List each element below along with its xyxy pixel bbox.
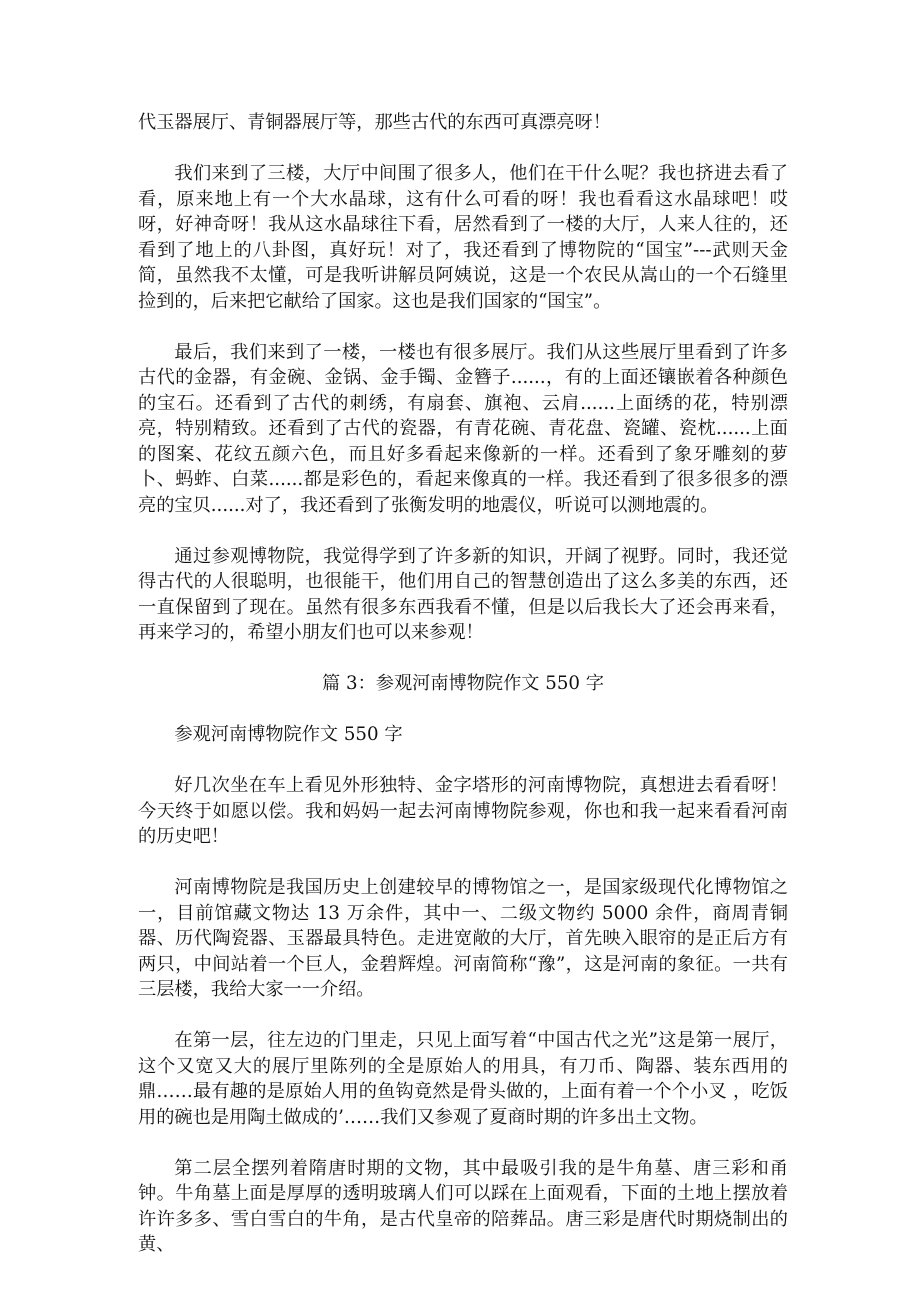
paragraph-third-floor: 我们来到了三楼，大厅中间围了很多人，他们在干什么呢？我也挤进去看了看，原来地上有一个大水晶球，这有什么可看的呀！我也看看这水晶球吧！哎呀，好神奇呀！我从这水晶球往下看，居然看到了一楼的大厅，人来人往的，还看到了地上的八卦图，真好玩！对了，我还看到了博物院的“国宝”---武则天金简，虽然我不太懂，可是我听讲解员阿姨说，这是一个农民从嵩山的一个石缝里捡到的，后来把它献给了国家。这也是我们国家的“国宝”。: [138, 163, 788, 312]
paragraph-conclusion: 通过参观博物院，我觉得学到了许多新的知识，开阔了视野。同时，我还觉得古代的人很聪明，也很能干，他们用自己的智慧创造出了这么多美的东西，还一直保留到了现在。虽然有很多东西我看不懂，但是以后我长大了还会再来看，再来学习的，希望小朋友们也可以来参观！: [138, 545, 788, 643]
paragraph-continued: 代玉器展厅、青铜器展厅等，那些古代的东西可真漂亮呀！: [138, 112, 611, 133]
paragraph-intro: 好几次坐在车上看见外形独特、金字塔形的河南博物院，真想进去看看呀！今天终于如愿以偿。我和妈妈一起去河南博物院参观，你也和我一起来看看河南的历史吧！: [138, 775, 788, 847]
paragraph-first-floor: 最后，我们来到了一楼，一楼也有很多展厅。我们从这些展厅里看到了许多古代的金器，有金碗、金锅、金手镯、金簪子......，有的上面还镶嵌着各种颜色的宝石。还看到了古代的刺绣，有扇套、旗袍、云肩......上面绣的花，特别漂亮，特别精致。还看到了古代的瓷器，有青花碗、青花盘、瓷罐、瓷枕......上面的图案、花纹五颜六色，而且好多看起来像新的一样。还看到了象牙雕刻的萝卜、蚂蚱、白菜......都是彩色的，看起来像真的一样。我还看到了很多很多的漂亮的宝贝......对了，我还看到了张衡发明的地震仪，听说可以测地震的。: [138, 341, 788, 516]
paragraph-museum-overview: 河南博物院是我国历史上创建较早的博物馆之一，是国家级现代化博物馆之一，目前馆藏文物达 13 万余件，其中一、二级文物约 5000 余件，商周青铜器、历代陶瓷器、玉器最具特色。走进宽敞的大厅，首先映入眼帘的是正后方有两只，中间站着一个巨人，金碧辉煌。河南简称“豫”，这是河南的象征。一共有三层楼，我给大家一一介绍。: [138, 877, 788, 1000]
section-heading: 篇 3：参观河南博物院作文 550 字: [322, 673, 604, 694]
essay-title: 参观河南博物院作文 550 字: [174, 724, 403, 745]
paragraph-floor-two: 第二层全摆列着隋唐时期的文物，其中最吸引我的是牛角墓、唐三彩和甬钟。牛角墓上面是厚厚的透明玻璃人们可以踩在上面观看，下面的土地上摆放着许许多多、雪白雪白的牛角，是古代皇帝的陪葬品。唐三彩是唐代时期烧制出的黄、: [138, 1157, 788, 1255]
document-body: [138, 110, 788, 1283]
paragraph-floor-one: 在第一层，往左边的门里走，只见上面写着“中国古代之光”这是第一展厅，这个又宽又大的展厅里陈列的全是原始人的用具，有刀币、陶器、装东西用的鼎……最有趣的是原始人用的鱼钩竟然是骨头做的，上面有着一个个小叉 ，吃饭用的碗也是用陶土做成的’……我们又参观了夏商时期的许多出土文物。: [138, 1030, 788, 1128]
